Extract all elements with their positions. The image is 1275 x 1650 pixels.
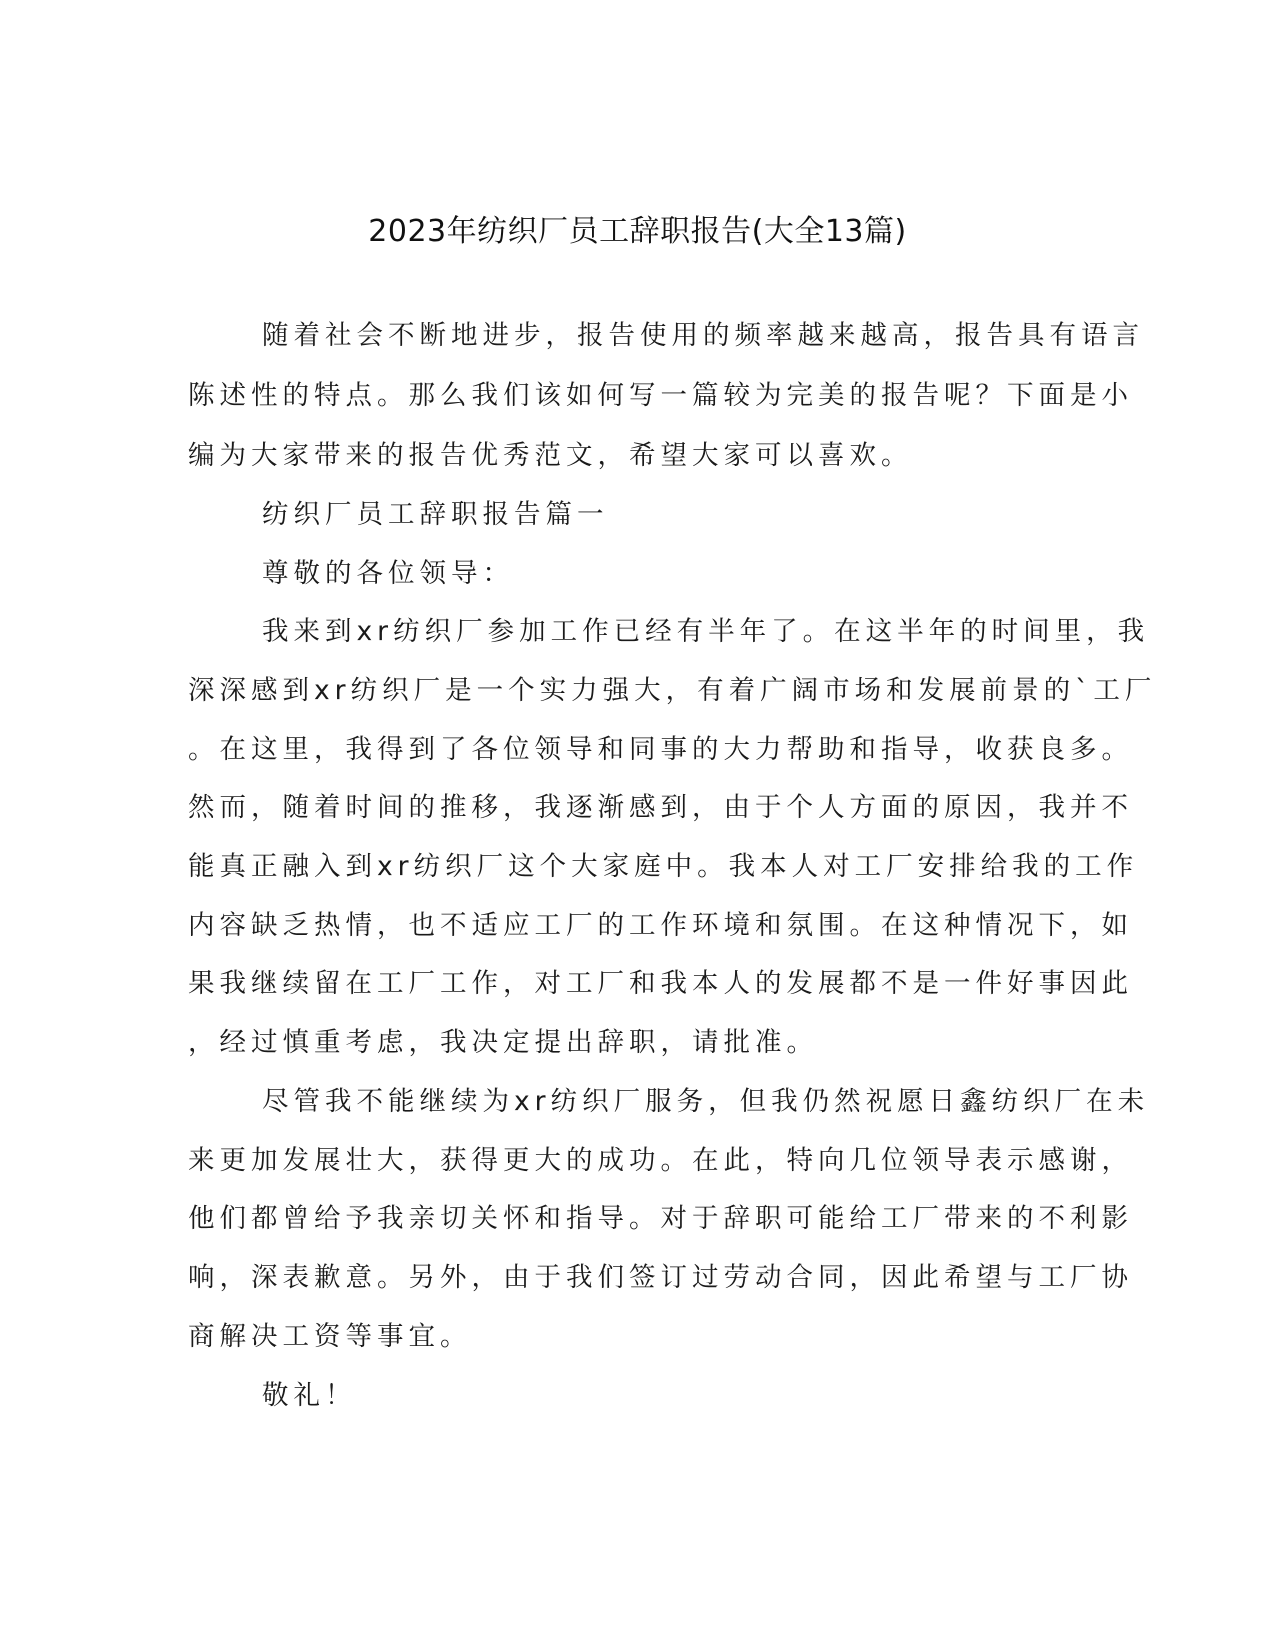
paragraph-line: 我来到xr纺织厂参加工作已经有半年了。在这半年的时间里，我 <box>262 616 1150 647</box>
section-heading: 纺织厂员工辞职报告篇一 <box>262 499 609 530</box>
paragraph-line: 商解决工资等事宜。 <box>188 1321 472 1352</box>
paragraph-line: 来更加发展壮大，获得更大的成功。在此，特向几位领导表示感谢， <box>188 1145 1133 1176</box>
paragraph-line: 编为大家带来的报告优秀范文，希望大家可以喜欢。 <box>188 440 913 471</box>
paragraph-line: 。在这里，我得到了各位领导和同事的大力帮助和指导，收获良多。 <box>188 734 1133 765</box>
paragraph-line: 随着社会不断地进步，报告使用的频率越来越高，报告具有语言 <box>262 320 1144 351</box>
paragraph-line: 尽管我不能继续为xr纺织厂服务，但我仍然祝愿日鑫纺织厂在未 <box>262 1086 1150 1117</box>
paragraph-line: 然而，随着时间的推移，我逐渐感到，由于个人方面的原因，我并不 <box>188 792 1133 823</box>
paragraph-line: 陈述性的特点。那么我们该如何写一篇较为完美的报告呢？下面是小 <box>188 380 1133 411</box>
paragraph-line: 他们都曾给予我亲切关怀和指导。对于辞职可能给工厂带来的不利影 <box>188 1203 1133 1234</box>
paragraph-line: 内容缺乏热情，也不适应工厂的工作环境和氛围。在这种情况下，如 <box>188 910 1133 941</box>
paragraph-line: 能真正融入到xr纺织厂这个大家庭中。我本人对工厂安排给我的工作 <box>188 851 1139 882</box>
closing: 敬礼！ <box>262 1380 357 1411</box>
paragraph-line: 深深感到xr纺织厂是一个实力强大，有着广阔市场和发展前景的`工厂 <box>188 675 1157 706</box>
paragraph-line: 果我继续留在工厂工作，对工厂和我本人的发展都不是一件好事因此 <box>188 968 1133 999</box>
salutation: 尊敬的各位领导： <box>262 558 514 589</box>
document-title: 2023年纺织厂员工辞职报告(大全13篇) <box>368 214 907 249</box>
paragraph-line: ，经过慎重考虑，我决定提出辞职，请批准。 <box>188 1027 818 1058</box>
paragraph-line: 响，深表歉意。另外，由于我们签订过劳动合同，因此希望与工厂协 <box>188 1262 1133 1293</box>
